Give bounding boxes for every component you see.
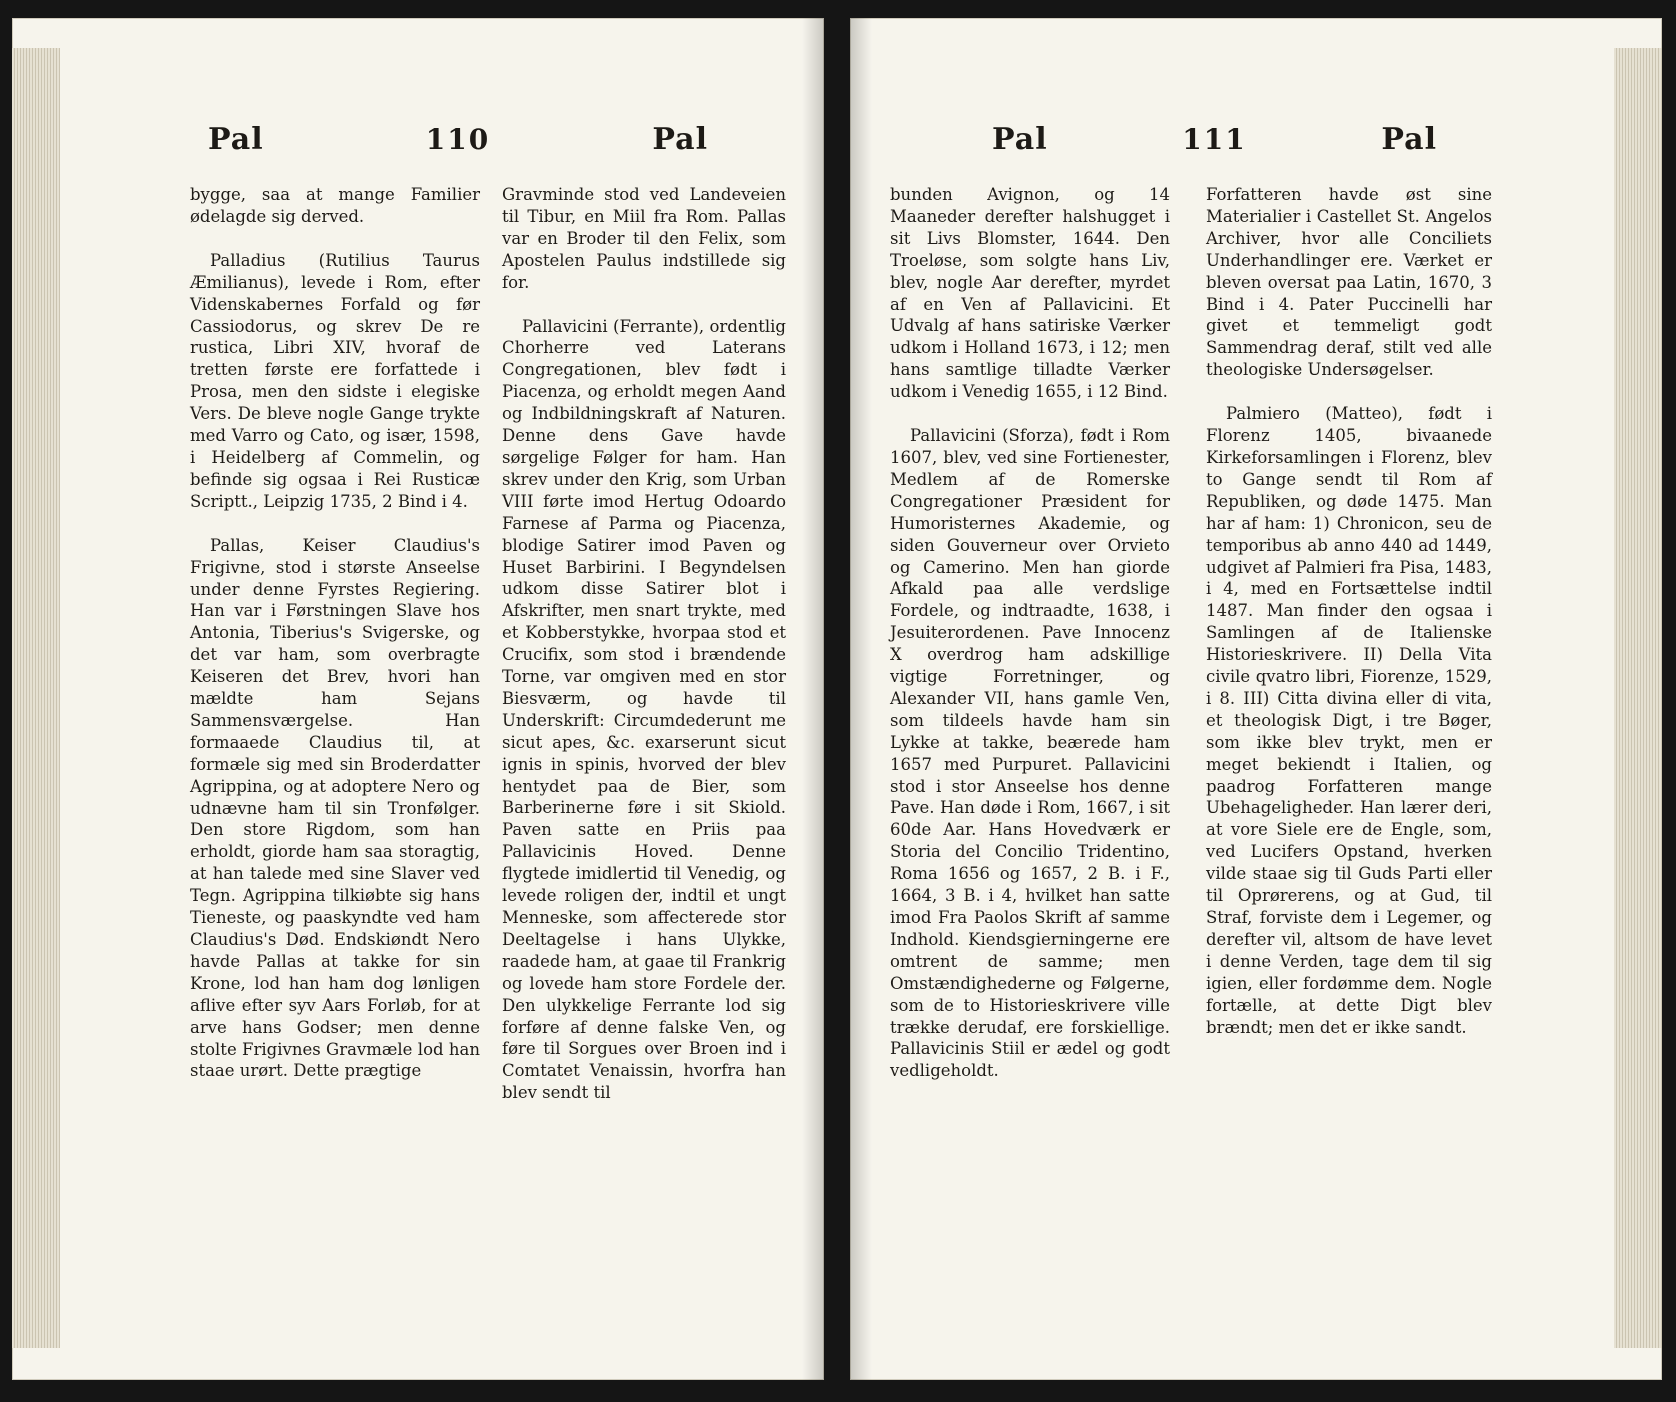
text-column-2 bbox=[502, 184, 786, 1104]
paragraph: Forfatteren havde øst sine Materialier i Castellet St. Angelos Archiver, hvor alle Conciliets Underhandlinger ere. Værket er bleven oversat paa Latin, 1670, 3 Bind i 4. Pater Puccinelli har givet et temmeligt godt Sammendrag deraf, stilt ved alle theologiske Undersøgelser. bbox=[1206, 185, 1492, 380]
entry-pallas: Pallas, Keiser Claudius's Frigivne, stod i største Anseelse under denne Fyrstes Regiering. Han var i Førstningen Slave hos Antonia, Tiberius's Svigerske, og det var ham, som overbragte Keiseren det Brev, hvori han mældte ham Sejans Sammensværgelse. Han formaaede Claudius til, at formæle sig med sin Broderdatter Agrippina, og at adoptere Nero og udnævne ham til sin Tronfølger. Den store Rigdom, som han erholdt, giorde ham saa storagtig, at han talede med sine Slaver ved Tegn. Agrippina tilkiøbte sig hans Tieneste, og paaskyndte ved ham Claudius's Død. Endskiøndt Nero havde Pallas at takke for sin Krone, lod han ham dog lønligen aflive efter syv Aars Forløb, for at arve hans Godser; men denne stolte Frigivnes Gravmæle lod han staae urørt. Dette prægtige bbox=[190, 535, 480, 1081]
header-left-word: Pal bbox=[992, 122, 1048, 157]
page-number: 110 bbox=[425, 123, 491, 156]
entry-pallavicini-ferrante: Pallavicini (Ferrante), ordentlig Chorherre ved Laterans Congregationen, blev født i Piacenza, og erholdt megen Aand og Indbildningskraft af Naturen. Denne dens Gave havde sørgelige Følger for ham. Han skrev under den Krig, som Urban VIII førte imod Hertug Odoardo Farnese af Parma og Piacenza, blodige Satirer imod Paven og Huset Barbirini. I Begyndelsen udkom disse Satirer blot i Afskrifter, men snart trykte, med et Kobberstykke, hvorpaa stod et Crucifix, som stod i brændende Torne, var omgiven med en stor Biesværm, og havde til Underskrift: Circumdederunt me sicut apes, &c. exarserunt sicut ignis in spinis, hvorved der blev hentydet paa de Bier, som Barberinerne føre i sit Skiold. Paven satte en Priis paa Pallavicinis Hoved. Denne flygtede imidlertid til Venedig, og levede roligen der, indtil et ungt Menneske, som affecterede stor Deeltagelse i hans Ulykke, raadede ham, at gaae til Frankrig og lovede ham store Fordele der. Den ulykkelige Ferrante lod sig forføre af denne falske Ven, og føre til Sorgues over Broen ind i Comtatet Venaissin, hvorfra han blev sendt til bbox=[502, 316, 786, 1103]
paragraph: bunden Avignon, og 14 Maaneder derefter halshugget i sit Livs Blomster, 1644. Den Troeløse, som solgte hans Liv, blev, nogle Aar derefter, myrdet af en Ven af Pallavicini. Et Udvalg af hans satiriske Værker udkom i Holland 1673, i 12; men hans samtlige tilladte Værker udkom i Venedig 1655, i 12 Bind. bbox=[890, 185, 1170, 402]
paragraph: bygge, saa at mange Familier ødelagde sig derved. bbox=[190, 185, 480, 226]
right-page bbox=[850, 18, 1662, 1380]
page-edges bbox=[12, 48, 60, 1348]
paragraph: Gravminde stod ved Landeveien til Tibur, en Miil fra Rom. Pallas var en Broder til den Felix, som Apostelen Paulus indstillede sig for. bbox=[502, 185, 786, 292]
header-right-word: Pal bbox=[652, 122, 708, 157]
entry-palladius: Palladius (Rutilius Taurus Æmilianus), levede i Rom, efter Videnskabernes Forfald og før Cassiodorus, og skrev De re rustica, Libri XIV, hvoraf de tretten første ere forfattede i Prosa, men den sidste i elegiske Vers. De bleve nogle Gange trykte med Varro og Cato, og især, 1598, i Heidelberg af Commelin, og befinde sig ogsaa i Rei Rusticæ Scriptt., Leipzig 1735, 2 Bind i 4. bbox=[190, 250, 480, 511]
left-page bbox=[12, 18, 824, 1380]
text-column-2 bbox=[1206, 184, 1492, 1038]
running-header bbox=[208, 122, 708, 182]
header-left-word: Pal bbox=[208, 122, 264, 157]
running-header bbox=[992, 122, 1437, 182]
entry-pallavicini-sforza: Pallavicini (Sforza), født i Rom 1607, blev, ved sine Fortienester, Medlem af de Romerske Congregationer Præsident for Humoristernes Akademie, og siden Gouverneur over Orvieto og Camerino. Men han giorde Afkald paa alle verdslige Fordele, og indtraadte, 1638, i Jesuiterordenen. Pave Innocenz X overdrog ham adskillige vigtige Forretninger, og Alexander VII, hans gamle Ven, som tildeels havde ham sin Lykke at takke, beærede ham 1657 med Purpuret. Pallavicini stod i stor Anseelse hos denne Pave. Han døde i Rom, 1667, i sit 60de Aar. Hans Hovedværk er Storia del Concilio Tridentino, Roma 1656 og 1657, 2 B. i F., 1664, 3 B. i 4, hvilket han satte imod Fra Paolos Skrift af samme Indhold. Kiendsgierningerne ere omtrent de samme; men Omstændighederne og Følgerne, som de to Historieskrivere ville trække derudaf, ere forskiellige. Pallavicinis Stiil er ædel og godt vedligeholdt. bbox=[890, 426, 1170, 1081]
page-number: 111 bbox=[1182, 123, 1247, 156]
page-edges bbox=[1614, 48, 1662, 1348]
gutter-shadow bbox=[802, 18, 824, 1380]
text-column-1 bbox=[890, 184, 1170, 1082]
text-column-1 bbox=[190, 184, 480, 1082]
entry-palmiero: Palmiero (Matteo), født i Florenz 1405, bivaanede Kirkeforsamlingen i Florenz, blev to Gange sendt til Rom af Republiken, og døde 1475. Man har af ham: 1) Chronicon, seu de temporibus ab anno 440 ad 1449, udgivet af Palmieri fra Pisa, 1483, i 4, med en Fortsættelse indtil 1487. Man finder den ogsaa i Samlingen af de Italienske Historieskrivere. II) Della Vita civile qvatro libri, Fiorenze, 1529, i 8. III) Citta divina eller di vita, et theologisk Digt, i tre Bøger, som ikke blev trykt, men er meget bekiendt i Italien, og paadrog Forfatteren mange Ubehageligheder. Han lærer deri, at vore Siele ere de Engle, som, ved Lucifers Opstand, hverken vilde staae sig til Guds Parti eller til Oprørerens, og at Gud, til Straf, forviste dem i Legemer, og derefter vil, altsom de have levet i denne Verden, tage dem til sig igien, eller fordømme dem. Nogle fortælle, at dette Digt blev brændt; men det er ikke sandt. bbox=[1206, 404, 1492, 1037]
header-right-word: Pal bbox=[1381, 122, 1437, 157]
gutter-shadow bbox=[850, 18, 872, 1380]
